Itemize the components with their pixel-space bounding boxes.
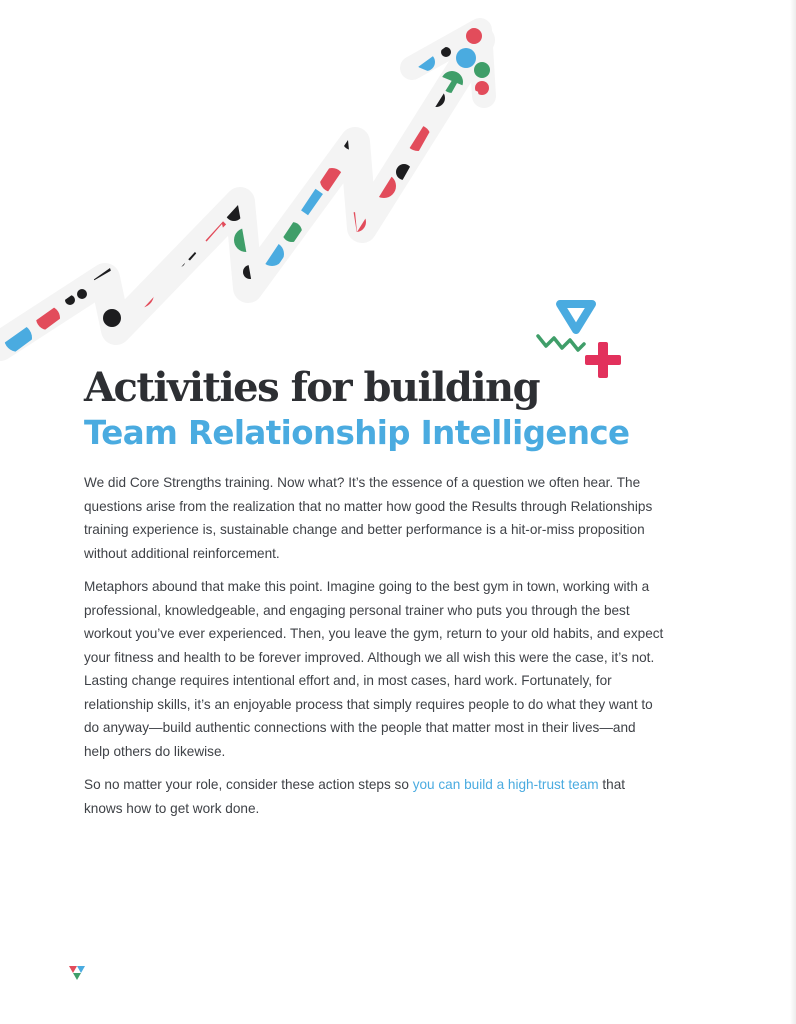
core-strengths-triangle-logo-icon	[68, 965, 86, 981]
paragraph-3-lead: So no matter your role, consider these action steps so	[84, 777, 413, 792]
page-title-line-2: Team Relationship Intelligence	[84, 414, 630, 452]
high-trust-team-link[interactable]: you can build a high-trust team	[412, 777, 599, 792]
squiggle-icon	[538, 336, 584, 350]
paragraph-2: Metaphors abound that make this point. Imagine going to the best gym in town, working with a professional, knowledgeable, and engaging personal trainer who puts you through the best workout you’ve ever experienced. Then, you leave the gym, return to your old habits, and expect your fitness and health to be forever improved. Although we all wish this were the case, it’s not. Lasting change requires intentional effort and, in most cases, hard work. Fortunately, for relationship skills, it’s an enjoyable process that simply requires people to do what they want to do anyway—build authentic connections with the people that matter most in their lives—and help others do likewise.	[84, 579, 664, 759]
paragraph-1: We did Core Strengths training. Now what? It’s the essence of a question we often hear. The questions arise from the realization that no matter how good the Results through Relationships training experience is, sustainable change and better performance is a hit-or-miss proposition without additional reinforcement.	[84, 475, 653, 561]
hero-illustration	[0, 0, 796, 400]
plus-icon	[585, 342, 621, 378]
patterned-zigzag-arrow-icon	[0, 28, 490, 352]
triangle-icon	[560, 304, 592, 330]
page-title-line-1: Activities for building	[84, 364, 540, 411]
paragraph-3-tail: that knows how to get work done.	[84, 777, 626, 816]
body-text	[84, 471, 664, 830]
paragraph-3	[84, 773, 664, 820]
